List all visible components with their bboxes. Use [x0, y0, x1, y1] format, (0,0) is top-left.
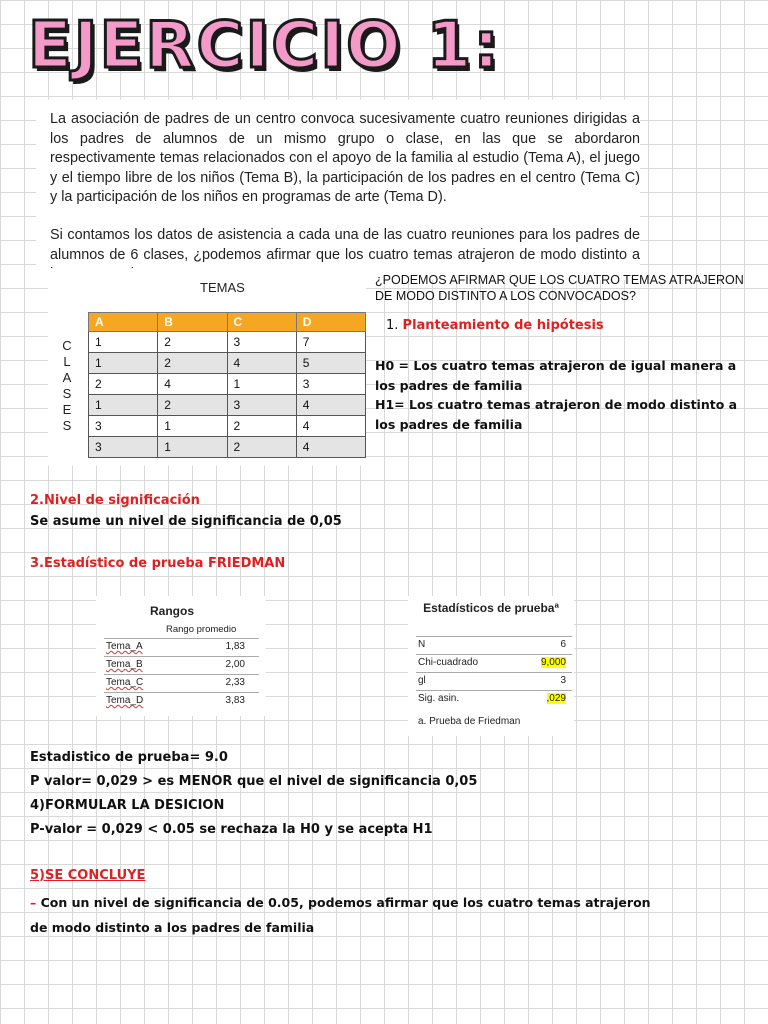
- stat-label: Chi-cuadrado: [418, 657, 479, 668]
- table-cell: 2: [158, 332, 227, 353]
- table-cell: 3: [89, 416, 158, 437]
- attendance-table: [88, 312, 366, 458]
- conclusion-dash: –: [30, 895, 37, 910]
- step2-heading: 2.Nivel de significación: [30, 493, 200, 508]
- table-cell: 5: [296, 353, 365, 374]
- table-cell: 1: [89, 353, 158, 374]
- table-cell: 3: [227, 395, 296, 416]
- step1-label: Planteamiento de hipótesis: [402, 318, 604, 333]
- significance-level-text: Se asume un nivel de significancia de 0,05: [30, 514, 342, 529]
- stat-value: 6: [560, 639, 566, 650]
- table-row: [104, 674, 259, 693]
- row-group-letter: S: [62, 418, 72, 433]
- footnote: a. Prueba de Friedman: [418, 716, 521, 727]
- step1-heading: [386, 318, 604, 333]
- step1-number: 1.: [386, 318, 399, 333]
- table-cell: 2: [227, 437, 296, 458]
- row-group-letter: L: [63, 354, 71, 369]
- table-caption: TEMAS: [200, 280, 245, 295]
- rank-value: 3,83: [225, 695, 245, 706]
- research-question: ¿PODEMOS AFIRMAR QUE LOS CUATRO TEMAS ATRAJERON DE MODO DISTINTO A LOS CONVOCADOS?: [375, 273, 744, 303]
- table-cell: 3: [89, 437, 158, 458]
- column-header: C: [227, 313, 296, 332]
- step5-heading: 5)SE CONCLUYE: [30, 868, 146, 883]
- alternative-hypothesis: H1= Los cuatro temas atrajeron de modo distinto a los padres de familia: [375, 397, 738, 432]
- table-cell: 3: [227, 332, 296, 353]
- stat-label: gl: [418, 675, 426, 686]
- table-cell: 7: [296, 332, 365, 353]
- row-group-letter: C: [62, 338, 72, 353]
- conclusion-body: Con un nivel de significancia de 0.05, podemos afirmar que los cuatro temas atrajeron de modo distinto a los padres de familia: [30, 895, 651, 935]
- table-row: [89, 374, 366, 395]
- table-cell: 2: [227, 416, 296, 437]
- test-statistics-title: Estadísticos de pruebaª: [423, 601, 559, 615]
- table-row: [104, 656, 259, 675]
- conclusion-text: [30, 890, 670, 940]
- table-cell: 1: [89, 395, 158, 416]
- problem-statement: [36, 100, 640, 280]
- null-hypothesis: H0 = Los cuatro temas atrajeron de igual manera a los padres de familia: [375, 358, 737, 393]
- rank-value: 2,33: [225, 677, 245, 688]
- row-group-label: [60, 338, 74, 434]
- test-statistics-table: [408, 596, 574, 736]
- table-cell: 4: [296, 395, 365, 416]
- table-row: [416, 690, 572, 709]
- table-row: [416, 654, 572, 673]
- hypotheses: [375, 356, 760, 434]
- step3-heading: 3.Estadístico de prueba FRIEDMAN: [30, 556, 286, 571]
- table-cell: 1: [158, 437, 227, 458]
- ranks-title: Rangos: [150, 604, 195, 618]
- table-row: [89, 353, 366, 374]
- table-cell: 4: [296, 416, 365, 437]
- rank-label: Tema_C: [106, 677, 144, 688]
- table-cell: 4: [158, 374, 227, 395]
- rank-label: Tema_A: [106, 641, 143, 652]
- row-group-letter: E: [62, 402, 72, 417]
- rank-value: 2,00: [225, 659, 245, 670]
- table-cell: 2: [158, 353, 227, 374]
- table-cell: 2: [89, 374, 158, 395]
- p-value-text: P valor= 0,029 > es MENOR que el nivel de significancia 0,05: [30, 774, 478, 789]
- column-header: B: [158, 313, 227, 332]
- table-cell: 1: [158, 416, 227, 437]
- rank-value: 1,83: [225, 641, 245, 652]
- stat-label: N: [418, 639, 426, 650]
- table-header-row: [89, 313, 366, 332]
- rank-label: Tema_D: [106, 695, 144, 706]
- step4-heading: 4)FORMULAR LA DESICION: [30, 798, 225, 813]
- table-cell: 3: [296, 374, 365, 395]
- stat-label: Sig. asin.: [418, 693, 460, 704]
- test-statistic-value: Estadistico de prueba= 9.0: [30, 750, 228, 765]
- table-cell: 2: [158, 395, 227, 416]
- row-group-letter: A: [62, 370, 72, 385]
- table-cell: 4: [227, 353, 296, 374]
- stat-value: ,029: [546, 693, 566, 704]
- stat-value: 3: [560, 675, 566, 686]
- ranks-table: [96, 596, 266, 716]
- problem-paragraph-2: Si contamos los datos de asistencia a cada una de las cuatro reuniones para los padres de alumnos de 6 clases, ¿podemos afirmar que los cuatro temas atrajeron de modo distinto a: [50, 226, 640, 263]
- table-cell: 4: [296, 437, 365, 458]
- results-section: [30, 746, 750, 842]
- table-row: [104, 638, 259, 657]
- page-title: EJERCICIO 1:: [28, 9, 501, 83]
- ranks-column-header: Rango promedio: [166, 624, 237, 635]
- table-cell: 1: [89, 332, 158, 353]
- attendance-data-panel: [48, 268, 366, 466]
- table-row: [89, 416, 366, 437]
- table-row: [416, 636, 572, 655]
- table-cell: 1: [227, 374, 296, 395]
- column-header: D: [296, 313, 365, 332]
- row-group-letter: S: [62, 386, 72, 401]
- table-row: [416, 672, 572, 691]
- table-row: [89, 395, 366, 416]
- table-row: [89, 332, 366, 353]
- table-row: [104, 692, 259, 711]
- stat-value: 9,000: [540, 657, 566, 668]
- problem-paragraph-1: La asociación de padres de un centro convoca sucesivamente cuatro reuniones dirigidas a los padres de alumnos de un mismo grupo o clase, en las que se abordaron respectivamente temas relacionados con el apoyo de la familia al estudio (Tema A), el juego y el tiempo libre de los niños (Tema B), la participación de los padres en el centro (Tema C) y la participación de los niños en programas de arte (Tema D).: [50, 111, 640, 206]
- rank-label: Tema_B: [106, 659, 143, 670]
- column-header: A: [89, 313, 158, 332]
- table-row: [89, 437, 366, 458]
- decision-text: P-valor = 0,029 < 0.05 se rechaza la H0 y se acepta H1: [30, 822, 433, 837]
